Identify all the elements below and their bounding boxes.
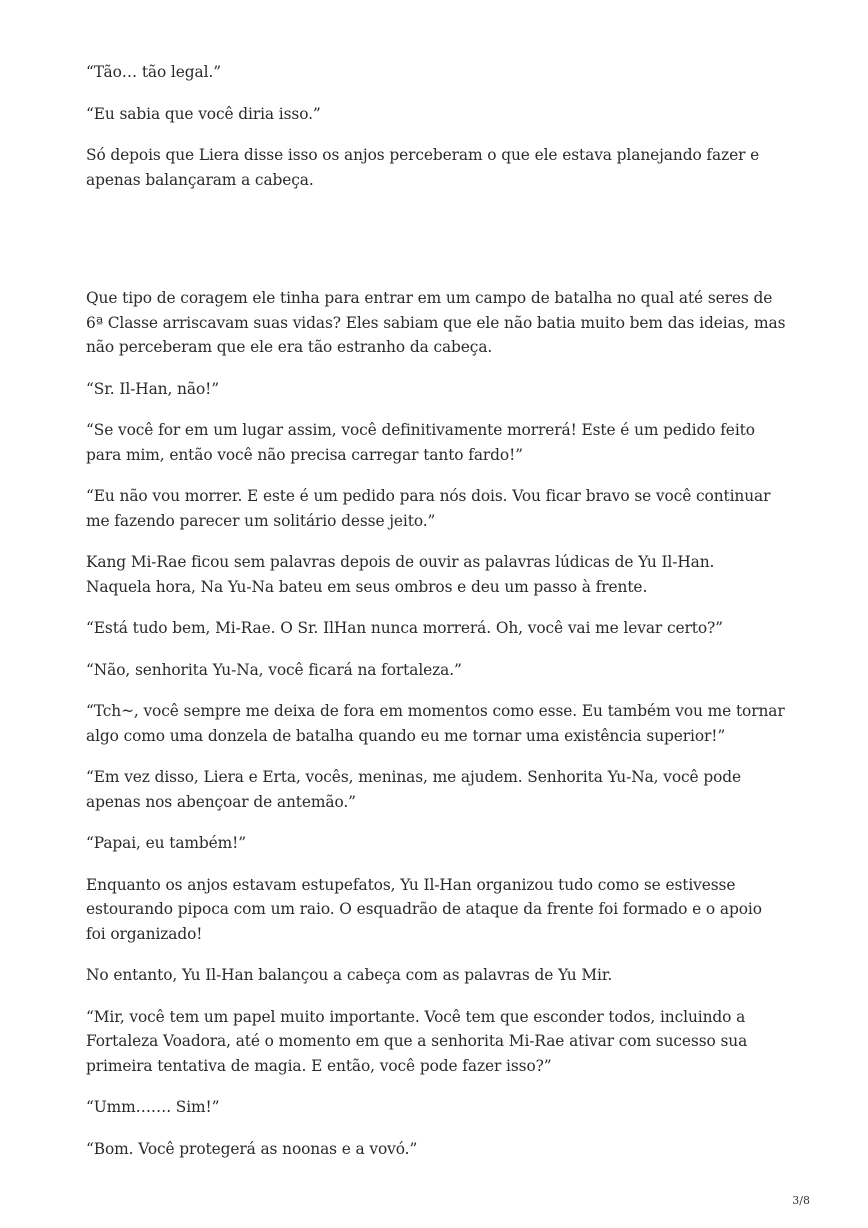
paragraph: “Não, senhorita Yu-Na, você ficará na fortaleza.” [86,660,462,679]
paragraph: “Se você for em um lugar assim, você definitivamente morrerá! Este é um pedido feito para mim, então você não precisa carregar tanto fardo!” [86,421,755,464]
text-block-bottom [86,286,786,1161]
paragraph: “Está tudo bem, Mi-Rae. O Sr. IlHan nunca morrerá. Oh, você vai me levar certo?” [86,619,723,637]
paragraph: “Tch~, você sempre me deixa de fora em momentos como esse. Eu também vou me tornar algo como uma donzela de batalha quando eu me tornar uma existência superior!” [86,702,785,745]
paragraph: “Umm……. Sim!” [86,1098,220,1116]
paragraph: Enquanto os anjos estavam estupefatos, Yu Il-Han organizou tudo como se estivesse estourando pipoca com um raio. O esquadrão de ataque da frente foi formado e o apoio foi organizado! [86,875,762,943]
paragraph: “Eu sabia que você diria isso.” [86,104,321,123]
paragraph: “Tão… tão legal.” [86,63,221,81]
paragraph: “Sr. Il-Han, não!” [86,379,219,398]
section-break [86,209,786,286]
page-number: 3/8 [792,1194,810,1207]
paragraph: “Mir, você tem um papel muito importante. Você tem que esconder todos, incluindo a Fortaleza Voadora, até o momento em que a senhorita Mi-Rae ativar com sucesso sua primeira tentativa de magia. E então, você pode fazer isso?” [86,1007,748,1075]
paragraph: Só depois que Liera disse isso os anjos perceberam o que ele estava planejando fazer e apenas balançaram a cabeça. [86,146,760,189]
paragraph: Kang Mi-Rae ficou sem palavras depois de ouvir as palavras lúdicas de Yu Il-Han. Naquela hora, Na Yu-Na bateu em seus ombros e deu um passo à frente. [86,553,715,596]
paragraph: No entanto, Yu Il-Han balançou a cabeça com as palavras de Yu Mir. [86,966,613,984]
paragraph: “Bom. Você protegerá as noonas e a vovó.” [86,1139,418,1158]
paragraph: “Eu não vou morrer. E este é um pedido para nós dois. Vou ficar bravo se você continuar me fazendo parecer um solitário desse jeito.” [86,487,771,530]
text-block-top [86,60,786,192]
paragraph: Que tipo de coragem ele tinha para entrar em um campo de batalha no qual até seres de 6ª Classe arriscavam suas vidas? Eles sabiam que ele não batia muito bem das ideias, mas não perceberam que ele era tão estranho da cabeça. [86,289,786,356]
paragraph: “Em vez disso, Liera e Erta, vocês, meninas, me ajudem. Senhorita Yu-Na, você pode apenas nos abençoar de antemão.” [86,768,741,811]
paragraph: “Papai, eu também!” [86,834,247,852]
document-page [86,60,786,1178]
